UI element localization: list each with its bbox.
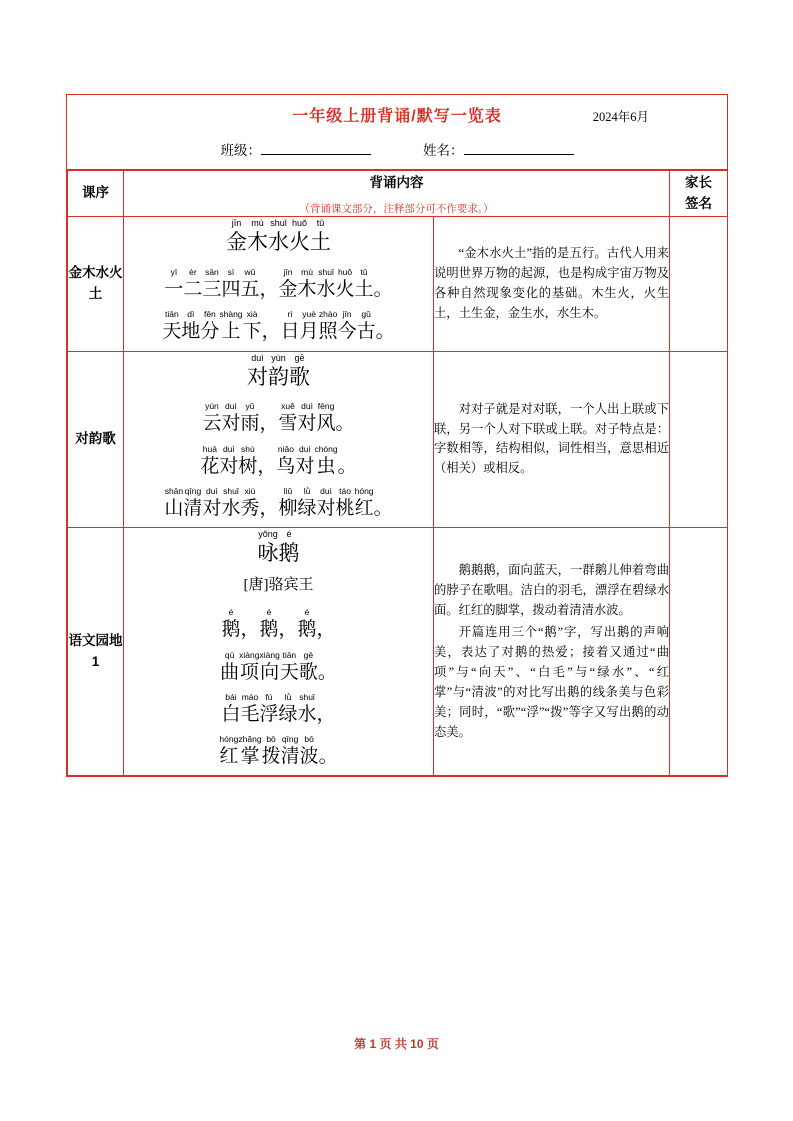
- hanzi: 虫: [316, 455, 336, 477]
- char-unit: [295, 443, 314, 479]
- pinyin: é: [304, 607, 310, 618]
- poem-line: [124, 649, 433, 685]
- pinyin: duì: [251, 352, 264, 363]
- note-content: [434, 351, 670, 528]
- hanzi: 对: [295, 455, 315, 477]
- hanzi: 古: [356, 321, 376, 343]
- pinyin: xiù: [244, 486, 256, 496]
- char-unit: [319, 308, 338, 344]
- hanzi: 照: [318, 321, 338, 343]
- pinyin: gē: [303, 649, 314, 660]
- hanzi: 火: [335, 278, 355, 300]
- hanzi: 水: [268, 230, 289, 254]
- hanzi: ，: [316, 703, 336, 725]
- pinyin: sì: [227, 266, 235, 277]
- pinyin: tǔ: [316, 218, 325, 228]
- char-unit: [299, 649, 318, 685]
- poem-line: [124, 606, 433, 642]
- hanzi: 天: [279, 661, 299, 683]
- char-unit: [338, 308, 357, 344]
- hanzi: 土: [354, 278, 374, 300]
- pinyin: xuě: [281, 401, 295, 412]
- hanzi: 风: [316, 413, 336, 435]
- poem-title: [124, 217, 433, 256]
- pinyin: zhǎng: [238, 734, 262, 745]
- hanzi: ，: [257, 455, 277, 477]
- pinyin: tiān: [164, 309, 179, 320]
- pinyin: fú: [265, 691, 273, 702]
- pinyin: niǎo: [277, 443, 294, 454]
- hanzi: 歌: [298, 661, 318, 683]
- hanzi: 毛: [240, 703, 260, 725]
- char-unit: [262, 733, 281, 769]
- pinyin: huǒ: [291, 218, 308, 228]
- header-signature-line2: 签名: [685, 195, 712, 211]
- pinyin: bō: [266, 734, 276, 745]
- hanzi: 分: [200, 321, 220, 343]
- pinyin: shù: [241, 443, 255, 454]
- pinyin: dì: [187, 309, 195, 320]
- pinyin: yún: [205, 401, 219, 412]
- hanzi: ，: [259, 413, 279, 435]
- signature-cell[interactable]: [670, 528, 728, 776]
- pinyin: máo: [241, 691, 259, 702]
- char-unit: [183, 485, 202, 521]
- pinyin: é: [266, 607, 272, 618]
- hanzi: 鹅: [221, 619, 241, 641]
- pinyin: shuǐ: [270, 218, 287, 228]
- hanzi: 对: [202, 498, 222, 519]
- char-unit: [221, 485, 240, 521]
- hanzi: 向: [260, 661, 280, 683]
- header-order: 课序: [68, 171, 124, 217]
- char-unit: [219, 443, 238, 479]
- char-unit: [276, 443, 295, 479]
- table-row: [68, 217, 728, 352]
- hanzi: ，: [261, 321, 281, 343]
- char-unit: [279, 606, 298, 642]
- signature-cell[interactable]: [670, 217, 728, 352]
- note-paragraph: 对对子就是对对联，一个人出上联或下联，另一个人对下联或上联。对子特点是：字数相等，结构相似，词性相当，意思相近（相关）或相反。: [434, 401, 669, 476]
- hanzi: 波: [299, 746, 319, 768]
- hanzi: 绿: [297, 498, 317, 519]
- hanzi: 对: [316, 498, 336, 519]
- pinyin: yùn: [271, 352, 286, 363]
- char-unit: [247, 217, 268, 256]
- hanzi: ，: [316, 619, 336, 641]
- class-label: 班级：: [220, 143, 261, 158]
- pinyin: duì: [206, 486, 218, 496]
- hanzi: 四: [221, 278, 241, 300]
- hanzi: 曲: [220, 661, 240, 683]
- recitation-content: [124, 351, 434, 528]
- char-unit: [279, 485, 298, 521]
- hanzi: 水: [297, 703, 317, 725]
- char-unit: [240, 266, 259, 302]
- name-label: 姓名：: [423, 143, 464, 158]
- char-unit: [240, 400, 259, 436]
- char-unit: [336, 266, 355, 302]
- char-unit: [374, 485, 393, 521]
- hanzi: 韵: [268, 364, 289, 389]
- char-unit: [259, 649, 279, 685]
- char-unit: [318, 649, 337, 685]
- char-unit: [221, 400, 240, 436]
- hanzi: 火: [289, 230, 310, 254]
- pinyin: é: [228, 607, 234, 618]
- recitation-content: [124, 217, 434, 352]
- hanzi: 清: [280, 746, 300, 768]
- poem-author: [唐]骆宾王: [243, 577, 314, 594]
- lesson-name: 语文园地1: [68, 528, 124, 776]
- char-unit: [164, 266, 183, 302]
- pinyin: qīng: [281, 734, 299, 745]
- pinyin: xiàng: [259, 649, 280, 660]
- char-unit: [162, 308, 181, 344]
- table-row: [68, 528, 728, 776]
- hanzi: 秀: [240, 498, 260, 519]
- hanzi: 对: [219, 455, 239, 477]
- char-unit: [336, 485, 355, 521]
- char-unit: [300, 308, 319, 344]
- char-unit: [289, 352, 310, 391]
- document-date: 2024年6月: [592, 110, 649, 124]
- hanzi: 对: [247, 364, 268, 389]
- poem-title: [124, 528, 433, 567]
- hanzi: 花: [200, 455, 220, 477]
- char-unit: [259, 400, 278, 436]
- hanzi: 对: [297, 413, 317, 435]
- header-content-sub: （背诵课文部分，注释部分可不作要求。）: [299, 204, 494, 215]
- pinyin: duì: [299, 443, 311, 454]
- pinyin: mù: [301, 266, 313, 277]
- pinyin: duì: [222, 443, 235, 454]
- table-row: [68, 351, 728, 528]
- header-content: [124, 171, 670, 217]
- hanzi: 项: [239, 661, 259, 683]
- hanzi: 绿: [278, 703, 298, 725]
- class-field: [221, 139, 372, 159]
- hanzi: 掌: [240, 746, 260, 768]
- hanzi: 咏: [257, 541, 279, 566]
- char-unit: [240, 485, 259, 521]
- hanzi: 鹅: [297, 619, 317, 641]
- char-unit: [259, 691, 278, 727]
- hanzi: 山: [164, 498, 184, 519]
- note-content: [434, 528, 670, 776]
- pinyin: lǜ: [284, 691, 292, 702]
- char-unit: [317, 400, 336, 436]
- char-unit: [220, 649, 239, 685]
- hanzi: 树: [238, 455, 258, 477]
- hanzi: 对: [221, 413, 241, 435]
- char-unit: [355, 485, 374, 521]
- pinyin: jīn: [283, 266, 293, 277]
- pinyin: bái: [225, 691, 237, 702]
- char-unit: [317, 266, 336, 302]
- hanzi: 浮: [259, 703, 279, 725]
- name-input[interactable]: [464, 141, 574, 155]
- pinyin: shuǐ: [299, 691, 315, 702]
- poem-line: [124, 443, 433, 479]
- recitation-content: [124, 528, 434, 776]
- header-content-main: 背诵内容: [369, 175, 424, 190]
- recitation-table: [67, 170, 728, 776]
- char-unit: [268, 352, 289, 391]
- pinyin: yī: [170, 266, 178, 277]
- pinyin: é: [286, 529, 292, 540]
- hanzi: 上: [221, 321, 241, 343]
- hanzi: 。: [317, 661, 337, 683]
- hanzi: ，: [259, 278, 279, 300]
- char-unit: [338, 443, 357, 479]
- hanzi: 五: [240, 278, 260, 300]
- title-row: [67, 103, 727, 127]
- char-unit: [298, 400, 317, 436]
- page-footer: 第 1 页 共 10 页: [354, 1037, 439, 1051]
- char-unit: [298, 691, 317, 727]
- poem-line: [124, 733, 433, 769]
- hanzi: 雨: [240, 413, 260, 435]
- pinyin: bō: [304, 734, 314, 745]
- hanzi: 白: [221, 703, 241, 725]
- pinyin: jīn: [342, 309, 352, 320]
- char-unit: [298, 606, 317, 642]
- char-unit: [202, 400, 221, 436]
- pinyin: rì: [287, 309, 293, 320]
- pinyin: chóng: [314, 443, 338, 454]
- char-unit: [259, 266, 278, 302]
- pinyin: shān: [164, 486, 184, 496]
- hanzi: 天: [162, 321, 182, 343]
- char-unit: [300, 733, 319, 769]
- hanzi: 。: [375, 321, 395, 343]
- char-unit: [268, 217, 289, 256]
- pinyin: yǔ: [245, 401, 255, 412]
- char-unit: [258, 528, 279, 567]
- worksheet-header: [67, 95, 727, 170]
- pinyin: duì: [320, 486, 332, 496]
- pinyin: huā: [202, 443, 217, 454]
- lesson-name: 对韵歌: [68, 351, 124, 528]
- hanzi: 三: [202, 278, 222, 300]
- char-unit: [259, 606, 278, 642]
- hanzi: 二: [183, 278, 203, 300]
- hanzi: 木: [297, 278, 317, 300]
- char-unit: [289, 217, 310, 256]
- char-unit: [202, 266, 221, 302]
- pinyin: shuǐ: [223, 486, 239, 496]
- char-unit: [221, 606, 240, 642]
- hanzi: ，: [278, 619, 298, 641]
- poem-line: [124, 266, 433, 302]
- char-unit: [257, 443, 276, 479]
- hanzi: 下: [242, 321, 262, 343]
- poem-line: [124, 308, 433, 344]
- pinyin: yǒng: [258, 529, 278, 540]
- char-unit: [259, 485, 278, 521]
- char-unit: [281, 733, 300, 769]
- hanzi: 金: [226, 230, 247, 254]
- char-unit: [240, 606, 259, 642]
- hanzi: 歌: [289, 364, 310, 389]
- pinyin: jīn: [231, 218, 242, 228]
- hanzi: 金: [278, 278, 298, 300]
- hanzi: 鹅: [259, 619, 279, 641]
- pinyin: gǔ: [361, 309, 371, 320]
- char-unit: [279, 528, 300, 567]
- hanzi: ，: [259, 498, 279, 519]
- char-unit: [319, 733, 338, 769]
- pinyin: mù: [251, 218, 264, 228]
- poem-line: [124, 400, 433, 436]
- hanzi: 鸟: [276, 455, 296, 477]
- char-unit: [317, 691, 336, 727]
- char-unit: [314, 443, 337, 479]
- student-fields: [67, 139, 727, 159]
- poem-line: [124, 691, 433, 727]
- header-signature: [670, 171, 728, 217]
- hanzi: 月: [299, 321, 319, 343]
- hanzi: 红: [354, 498, 374, 519]
- char-unit: [281, 308, 300, 344]
- pinyin: zhào: [318, 309, 338, 320]
- char-unit: [317, 485, 336, 521]
- char-unit: [262, 308, 281, 344]
- char-unit: [183, 266, 202, 302]
- hanzi: ，: [240, 619, 260, 641]
- char-unit: [219, 308, 242, 344]
- poem-line: [124, 485, 433, 521]
- pinyin: shàng: [219, 309, 243, 320]
- hanzi: 桃: [335, 498, 355, 519]
- pinyin: huǒ: [337, 266, 353, 277]
- hanzi: 水: [221, 498, 241, 519]
- char-unit: [240, 691, 259, 727]
- header-signature-line1: 家长: [685, 175, 712, 191]
- char-unit: [219, 733, 238, 769]
- char-unit: [243, 308, 262, 344]
- poem-title: [124, 352, 433, 391]
- pinyin: qīng: [184, 486, 202, 496]
- char-unit: [181, 308, 200, 344]
- pinyin: fēng: [317, 401, 335, 412]
- hanzi: 清: [183, 498, 203, 519]
- hanzi: 日: [280, 321, 300, 343]
- signature-cell[interactable]: [670, 351, 728, 528]
- char-unit: [317, 606, 336, 642]
- hanzi: 水: [316, 278, 336, 300]
- char-unit: [200, 308, 219, 344]
- char-unit: [221, 266, 240, 302]
- char-unit: [279, 266, 298, 302]
- class-input[interactable]: [261, 141, 371, 155]
- pinyin: xià: [246, 309, 258, 320]
- pinyin: duì: [301, 401, 313, 412]
- pinyin: yuè: [302, 309, 316, 320]
- name-field: [423, 139, 574, 159]
- pinyin: lǜ: [303, 486, 311, 496]
- pinyin: tiān: [282, 649, 297, 660]
- hanzi: 。: [335, 413, 355, 435]
- pinyin: wǔ: [244, 266, 256, 277]
- char-unit: [221, 691, 240, 727]
- pinyin: sān: [205, 266, 219, 277]
- hanzi: 今: [337, 321, 357, 343]
- char-unit: [280, 649, 299, 685]
- char-unit: [279, 400, 298, 436]
- pinyin: xiàng: [239, 649, 260, 660]
- pinyin: fēn: [203, 309, 216, 320]
- pinyin: qū: [224, 649, 235, 660]
- hanzi: 拨: [261, 746, 281, 768]
- char-unit: [310, 217, 331, 256]
- pinyin: táo: [339, 486, 351, 496]
- hanzi: 鹅: [278, 541, 300, 566]
- hanzi: 柳: [278, 498, 298, 519]
- worksheet: [66, 94, 728, 777]
- char-unit: [200, 443, 219, 479]
- char-unit: [238, 733, 261, 769]
- hanzi: 。: [337, 455, 357, 477]
- hanzi: 。: [373, 498, 393, 519]
- lesson-name: 金木水火土: [68, 217, 124, 352]
- char-unit: [247, 352, 268, 391]
- hanzi: 云: [202, 413, 222, 435]
- char-unit: [336, 400, 355, 436]
- char-unit: [298, 485, 317, 521]
- char-unit: [376, 308, 395, 344]
- hanzi: 一: [164, 278, 184, 300]
- pinyin: tǔ: [360, 266, 368, 277]
- page-title: 一年级上册背诵/默写一览表: [292, 108, 502, 125]
- pinyin: duì: [225, 401, 237, 412]
- note-paragraph: 鹅鹅鹅，面向蓝天，一群鹅儿伸着弯曲的脖子在歌唱。洁白的羽毛，漂浮在碧绿水面。红红的脚掌，拨动着清清水波。: [434, 563, 669, 618]
- char-unit: [298, 266, 317, 302]
- pinyin: èr: [189, 266, 197, 277]
- note-paragraph: 开篇连用三个“鹅”字，写出鹅的声响美，表达了对鹅的热爱；接着又通过“曲项”与“向天”、“白毛”与“绿水”、“红掌”与“清波”的对比写出鹅的线条美与色彩美；同时，“歌”“浮”“拨”等字又写出鹅的动态美。: [434, 625, 669, 739]
- char-unit: [357, 308, 376, 344]
- char-unit: [279, 691, 298, 727]
- note-content: [434, 217, 670, 352]
- char-unit: [239, 649, 259, 685]
- pinyin: liǔ: [283, 486, 293, 496]
- char-unit: [374, 266, 393, 302]
- char-unit: [226, 217, 247, 256]
- pinyin: gē: [294, 352, 305, 363]
- char-unit: [355, 266, 374, 302]
- pinyin: hóng: [219, 734, 239, 745]
- hanzi: 。: [318, 746, 338, 768]
- pinyin: hóng: [354, 486, 374, 496]
- hanzi: 雪: [278, 413, 298, 435]
- table-header-row: [68, 171, 728, 217]
- hanzi: 土: [310, 230, 331, 254]
- char-unit: [202, 485, 221, 521]
- char-unit: [238, 443, 257, 479]
- hanzi: 木: [247, 230, 268, 254]
- note-paragraph: “金木水火土”指的是五行。古代人用来说明世界万物的起源，也是构成宇宙万物及各种自然现象变化的基础。木生火，火生土，土生金，金生水，水生木。: [434, 245, 669, 320]
- pinyin: shuǐ: [318, 266, 334, 277]
- char-unit: [164, 485, 183, 521]
- hanzi: 。: [373, 278, 393, 300]
- hanzi: 地: [181, 321, 201, 343]
- hanzi: 红: [219, 746, 239, 768]
